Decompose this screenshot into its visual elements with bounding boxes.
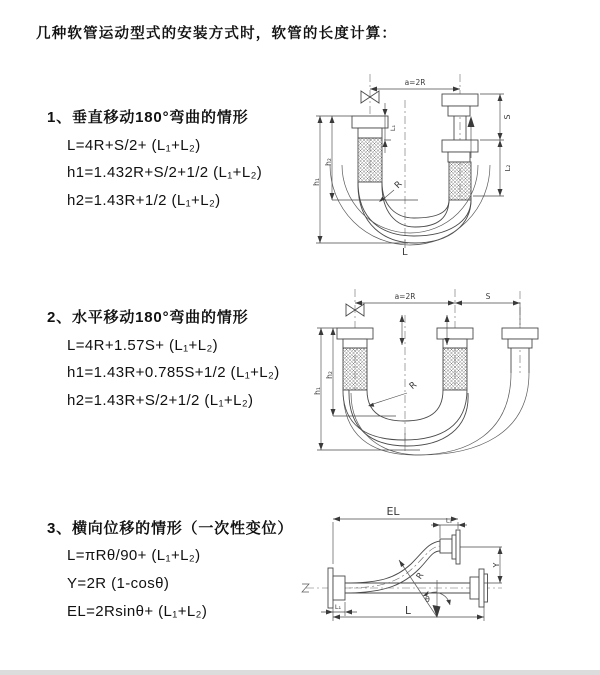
section-3-formula-L: L=πRθ/90+ (L₁+L₂)	[67, 547, 201, 564]
diagram-lateral-displacement	[298, 498, 600, 675]
section-3-formula-Y: Y=2R (1-cosθ)	[67, 575, 170, 592]
left-flange-plate	[328, 568, 333, 608]
dim-label-stroke-s: S	[503, 114, 512, 120]
section-1-formula-L: L=4R+S/2+ (L₁+L₂)	[67, 137, 201, 154]
section-2-formula-h1: h1=1.43R+0.785S+1/2 (L₁+L₂)	[67, 364, 280, 381]
dim-label-y: Y	[492, 562, 501, 568]
dim-label-h2: h₂	[325, 371, 334, 379]
page-bottom-edge	[0, 670, 600, 675]
right-flange-hub	[470, 577, 479, 599]
right-flange-plate-2	[484, 574, 488, 602]
right-flange-plate	[479, 569, 484, 607]
right-braid-section	[449, 162, 471, 200]
dim-label-l2: L₂	[445, 516, 453, 525]
left-braid-section	[343, 348, 367, 390]
section-1-heading: 1、垂直移动180°弯曲的情形	[47, 109, 249, 126]
dim-label-a2r: a=2R	[394, 292, 416, 301]
dim-label-l1: L₁	[389, 124, 397, 132]
dim-label-h2: h₂	[324, 158, 333, 166]
radius-label: R	[393, 179, 405, 191]
radius-label: R	[407, 380, 420, 392]
angle-label: θ	[425, 595, 430, 604]
upper-flange-plate-2	[456, 530, 460, 564]
dim-label-el: EL	[386, 505, 400, 518]
length-label: L	[402, 247, 408, 258]
dim-label-l1: L₁	[334, 603, 342, 611]
section-1-formula-h2: h2=1.43R+1/2 (L₁+L₂)	[67, 192, 221, 209]
left-flange-hub	[343, 339, 367, 348]
section-2-formula-L: L=4R+1.57S+ (L₁+L₂)	[67, 337, 219, 354]
right-flange-upper-hub	[448, 106, 470, 116]
dim-label-l2: L₂	[504, 164, 512, 172]
left-flange-hub	[358, 128, 382, 138]
section-2-formula-h2: h2=1.43R+S/2+1/2 (L₁+L₂)	[67, 392, 254, 409]
right-flange-upper	[442, 94, 478, 106]
dim-label-a2r: a=2R	[404, 78, 426, 87]
right-flange	[502, 328, 538, 339]
upper-flange-hub	[440, 539, 452, 553]
diagram-horizontal-180-bend	[308, 283, 600, 468]
dim-label-h1: h₁	[313, 387, 322, 395]
section-3-formula-EL: EL=2Rsinθ+ (L₁+L₂)	[67, 603, 208, 620]
section-2-heading: 2、水平移动180°弯曲的情形	[47, 309, 249, 326]
dim-label-travel-s: S	[485, 292, 491, 301]
section-3-heading: 3、横向位移的情形（一次性变位）	[47, 520, 294, 537]
length-label: L	[405, 605, 411, 617]
left-braid-section	[358, 138, 382, 182]
diagram-vertical-180-bend	[308, 70, 600, 265]
left-flange-hub	[333, 576, 345, 600]
right-flange-lower-hub	[448, 152, 470, 162]
middle-flange	[437, 328, 473, 339]
radius-label: R	[414, 570, 427, 582]
left-flange	[352, 116, 388, 128]
page-title: 几种软管运动型式的安装方式时，软管的长度计算：	[36, 26, 398, 42]
upper-flange-plate	[452, 535, 456, 559]
left-flange	[337, 328, 373, 339]
section-1-formula-h1: h1=1.432R+S/2+1/2 (L₁+L₂)	[67, 164, 263, 181]
right-flange-lower	[442, 140, 478, 152]
dim-label-h1: h₁	[312, 178, 321, 186]
middle-braid-section	[443, 348, 467, 390]
right-flange-hub	[508, 339, 532, 348]
